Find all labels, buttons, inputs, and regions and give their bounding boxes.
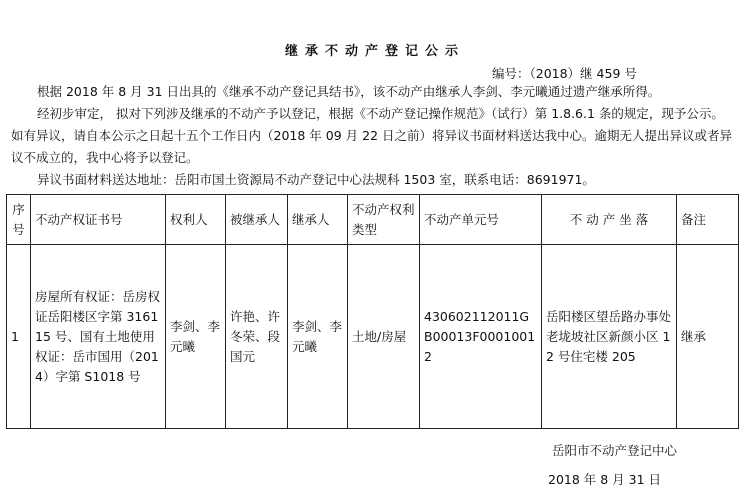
header-location: 不 动 产 坐 落 [542,195,677,245]
header-owner: 权利人 [166,195,226,245]
signature-date: 2018 年 8 月 31 日 [548,472,662,487]
table-header-row [7,195,739,245]
header-deceased: 被继承人 [226,195,288,245]
header-cert: 不动产权证书号 [31,195,166,245]
cell-unit-no: 430602112011GB00013F00010012 [420,245,542,429]
header-seq: 序号 [7,195,31,245]
document-number: 编号：（2018）继 459 号 [492,66,637,81]
header-unit-no: 不动产单元号 [420,195,542,245]
cell-right-type: 土地/房屋 [348,245,420,429]
cell-deceased: 许艳、许冬荣、段国元 [226,245,288,429]
paragraph-publication-notice: 经初步审定， 拟对下列涉及继承的不动产予以登记，根据《不动产登记操作规范》（试行）第 1.8.6.1 条的规定，现予公示。如有异议，请自本公示之日起十五个工作日内（2018 年 09 月 22 日之前）将异议书面材料送达我中心。逾期无人提出异议或者异议不成立的，我中心将予以登记。 [11,106,732,165]
registry-table [6,194,739,429]
paragraph-objection-address: 异议书面材料送达地址：岳阳市国土资源局不动产登记中心法规科 1503 室，联系电话：8691971。 [37,172,595,187]
paragraph-inheritance-basis: 根据 2018 年 8 月 31 日出具的《继承不动产登记具结书》，该不动产由继承人李剑、李元曦通过遗产继承所得。 [37,84,661,99]
table-row [7,245,739,429]
signature-organization: 岳阳市不动产登记中心 [552,443,678,458]
document-title: 继承不动产登记公示 [284,44,465,59]
cell-remark: 继承 [677,245,739,429]
header-heir: 继承人 [288,195,348,245]
cell-cert: 房屋所有权证：岳房权证岳阳楼区字第 316115 号、国有土地使用权证：岳市国用（2014）字第 S1018 号 [31,245,166,429]
cell-owner: 李剑、李元曦 [166,245,226,429]
cell-heir: 李剑、李元曦 [288,245,348,429]
header-right-type: 不动产权利类型 [348,195,420,245]
header-remark: 备注 [677,195,739,245]
cell-seq: 1 [7,245,31,429]
cell-location: 岳阳楼区望岳路办事处老垅坡社区新颜小区 12 号住宅楼 205 [542,245,677,429]
